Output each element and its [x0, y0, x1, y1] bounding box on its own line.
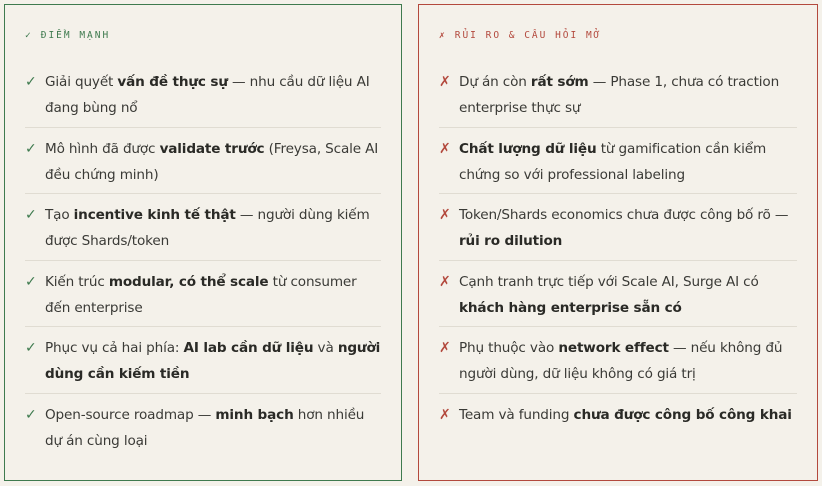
risks-item	[439, 194, 797, 261]
body-text: Phụ thuộc vào	[459, 340, 559, 356]
risks-panel	[418, 4, 818, 481]
strengths-item-text	[45, 69, 381, 121]
emphasis-text: Chất lượng dữ liệu	[459, 140, 597, 157]
strengths-heading	[25, 30, 110, 41]
strengths-list	[25, 61, 381, 460]
emphasis-text: rủi ro dilution	[459, 233, 563, 249]
risks-heading	[439, 30, 601, 41]
emphasis-text: người dùng cần kiếm tiền	[45, 340, 381, 382]
emphasis-text: minh bạch	[215, 406, 294, 423]
cross-icon: ✗	[439, 340, 451, 356]
risks-item-text	[459, 202, 797, 254]
strengths-item	[25, 128, 381, 195]
body-text: — nếu không đủ người dùng, dữ liệu không có giá trị	[459, 340, 783, 382]
body-text: — Phase 1, chưa có traction enterprise thực sự	[459, 74, 780, 116]
check-icon: ✓	[25, 74, 37, 90]
body-text: hơn nhiều dự án cùng loại	[45, 406, 365, 449]
strengths-heading-text: ĐIỂM MẠNH	[40, 30, 111, 41]
risks-item-text	[459, 69, 797, 121]
risks-list	[439, 61, 797, 460]
strengths-panel	[4, 4, 402, 481]
risks-item	[439, 394, 797, 461]
strengths-item-text	[45, 402, 381, 454]
strengths-item	[25, 194, 381, 261]
body-text: Cạnh tranh trực tiếp với Scale AI, Surge AI có	[459, 273, 759, 290]
check-icon: ✓	[25, 30, 33, 41]
body-text: Kiến trúc	[45, 273, 109, 290]
strengths-item-text	[45, 269, 381, 321]
body-text: Tạo	[45, 207, 74, 223]
check-icon: ✓	[25, 207, 37, 223]
emphasis-text: chưa được công bố công khai	[573, 406, 792, 423]
body-text: Mô hình đã được	[45, 140, 160, 157]
strengths-item-text	[45, 136, 381, 188]
risks-item-text	[459, 136, 797, 188]
emphasis-text: incentive kinh tế thật	[73, 207, 236, 223]
risks-item-text	[459, 269, 797, 321]
emphasis-text: modular, có thể scale	[108, 273, 269, 290]
strengths-item	[25, 61, 381, 128]
check-icon: ✓	[25, 273, 37, 290]
risks-item	[439, 61, 797, 128]
emphasis-text: validate trước	[159, 140, 265, 157]
risks-item	[439, 327, 797, 394]
risks-item-text	[459, 402, 797, 428]
body-text: từ consumer đến enterprise	[45, 273, 357, 316]
strengths-item	[25, 261, 381, 328]
emphasis-text: AI lab cần dữ liệu	[183, 340, 314, 356]
risks-heading-text: RỦI RO & CÂU HỎI MỞ	[454, 30, 602, 41]
body-text: Dự án còn	[459, 74, 531, 90]
emphasis-text: vấn đề thực sự	[117, 74, 228, 90]
emphasis-text: khách hàng enterprise sẵn có	[459, 299, 682, 316]
body-text: Token/Shards economics chưa được công bố rõ —	[459, 207, 789, 223]
body-text: (Freysa, Scale AI đều chứng minh)	[45, 140, 379, 183]
risks-item	[439, 261, 797, 328]
check-icon: ✓	[25, 140, 37, 157]
body-text: — nhu cầu dữ liệu AI đang bùng nổ	[45, 74, 370, 116]
strengths-item	[25, 394, 381, 461]
body-text: và	[313, 340, 338, 356]
body-text: từ gamification cần kiểm chứng so với professional labeling	[459, 140, 767, 183]
cross-icon: ✗	[439, 207, 451, 223]
risks-item-text	[459, 335, 797, 387]
check-icon: ✓	[25, 340, 37, 356]
cross-icon: ✗	[439, 406, 451, 423]
body-text: Team và funding	[459, 406, 574, 423]
strengths-item	[25, 327, 381, 394]
check-icon: ✓	[25, 406, 37, 423]
risks-item	[439, 128, 797, 195]
strengths-item-text	[45, 202, 381, 254]
cross-icon: ✗	[439, 273, 451, 290]
strengths-item-text	[45, 335, 381, 387]
cross-icon: ✗	[439, 140, 451, 157]
body-text: Open-source roadmap —	[45, 406, 216, 423]
body-text: Phục vụ cả hai phía:	[45, 340, 184, 356]
cross-icon: ✗	[439, 74, 451, 90]
emphasis-text: network effect	[558, 340, 669, 356]
emphasis-text: rất sớm	[530, 74, 589, 90]
body-text: — người dùng kiếm được Shards/token	[45, 207, 370, 249]
cross-icon: ✗	[439, 30, 447, 41]
body-text: Giải quyết	[45, 74, 118, 90]
